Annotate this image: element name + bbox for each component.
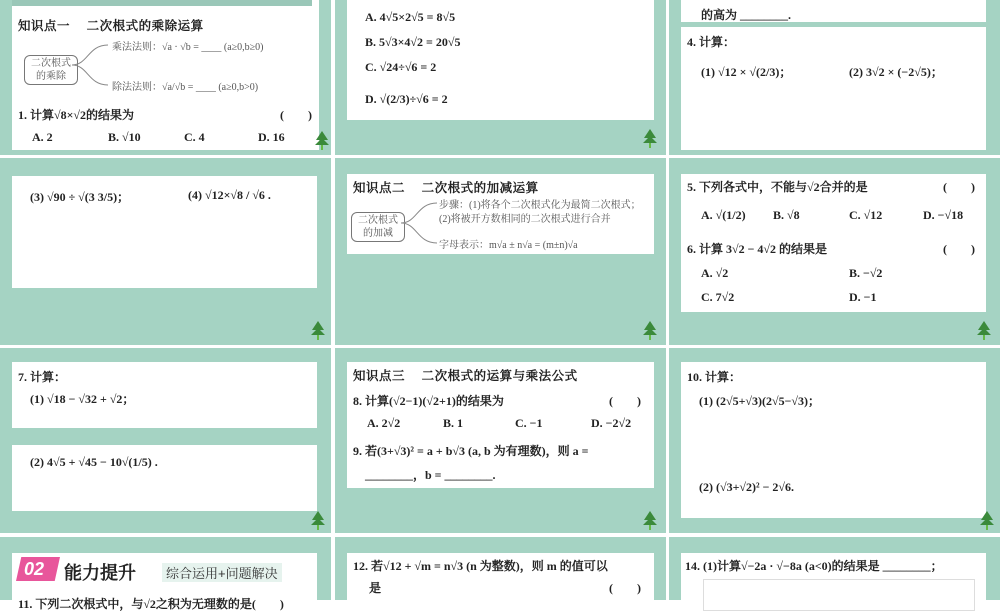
- question-3: (3) √90 ÷ √(3 3/5)；: [30, 190, 130, 204]
- option-b: B. −√2: [849, 266, 883, 280]
- option-a: A. √2: [701, 266, 729, 280]
- question-11: 11. 下列二次根式中，与√2之积为无理数的是( ): [18, 597, 284, 611]
- thumbnail-12[interactable]: [669, 537, 1000, 600]
- option-b: B. 5√3×4√2 = 20√5: [365, 35, 461, 49]
- question-4: (4) √12×√8 / √6 .: [188, 188, 271, 202]
- question-10: 10. 计算：: [687, 370, 742, 384]
- step-2: (2)将被开方数相同的二次根式进行合并: [439, 214, 611, 225]
- knowledge-point-title: 知识点二 二次根式的加减运算: [353, 181, 539, 195]
- question-9-blanks: ________，b = ________.: [365, 468, 496, 482]
- card: [347, 362, 654, 488]
- option-c: C. −1: [515, 416, 543, 430]
- card: [347, 0, 654, 120]
- tree-icon: [310, 510, 326, 530]
- card: [681, 553, 986, 613]
- question-10-part-2: (2) (√3+√2)² − 2√6.: [699, 480, 795, 494]
- question-14: 14. (1)计算√−2a · √−8a (a<0)的结果是 ________；: [685, 559, 943, 573]
- thumbnail-1[interactable]: [0, 0, 331, 155]
- card: [681, 174, 986, 312]
- answer-paren: ( ): [943, 180, 975, 194]
- ability-subtitle: 综合运用+问题解决: [162, 563, 282, 582]
- ability-title: 能力提升: [64, 563, 136, 583]
- card: [347, 553, 654, 613]
- option-d: D. 16: [258, 130, 285, 144]
- thumbnail-11[interactable]: [335, 537, 666, 600]
- option-b: B. √8: [773, 208, 800, 222]
- thumbnail-9[interactable]: [669, 348, 1000, 533]
- answer-area: [703, 579, 975, 611]
- card: [12, 445, 317, 511]
- division-rule: 除法法则：√a/√b = ____ (a≥0,b>0): [112, 82, 259, 93]
- card: [12, 553, 317, 613]
- thumbnail-7[interactable]: [0, 348, 331, 533]
- option-a: A. 2√2: [367, 416, 401, 430]
- tree-icon: [979, 510, 995, 530]
- tree-icon: [642, 510, 658, 530]
- tree-icon: [976, 320, 992, 340]
- question-8: 8. 计算(√2−1)(√2+1)的结果为: [353, 394, 504, 408]
- option-a: A. 4√5×2√5 = 8√5: [365, 10, 456, 24]
- thumbnail-2[interactable]: [335, 0, 666, 155]
- thumbnail-3[interactable]: [669, 0, 1000, 155]
- question-4-part-1: (1) √12 × √(2/3)；: [701, 65, 792, 79]
- knowledge-point-title: 知识点一 二次根式的乘除运算: [18, 19, 204, 33]
- tree-icon: [310, 320, 326, 340]
- diagram-brace: [399, 198, 439, 248]
- question-12: 12. 若√12 + √m = n√3 (n 为整数)，则 m 的值可以: [353, 559, 608, 573]
- question-1: 1. 计算√8×√2的结果为: [18, 108, 135, 122]
- option-c: C. √12: [849, 208, 883, 222]
- question-6: 6. 计算 3√2 − 4√2 的结果是: [687, 242, 828, 256]
- question-7-part-2: (2) 4√5 + √45 − 10√(1/5) .: [30, 455, 158, 469]
- thumbnail-5[interactable]: [335, 158, 666, 345]
- question-9: 9. 若(3+√3)² = a + b√3 (a, b 为有理数)，则 a =: [353, 444, 589, 458]
- tree-icon: [642, 128, 658, 148]
- card: [12, 176, 317, 288]
- option-c: C. 7√2: [701, 290, 735, 304]
- option-b: B. 1: [443, 416, 464, 430]
- card: [12, 362, 317, 428]
- thumbnail-6[interactable]: [669, 158, 1000, 345]
- step-1: 步骤：(1)将各个二次根式化为最简二次根式；: [439, 200, 641, 211]
- question-5: 5. 下列各式中，不能与√2合并的是: [687, 180, 868, 194]
- diagram-label: 二次根式的乘除: [24, 55, 78, 85]
- option-d: D. −1: [849, 290, 877, 304]
- ability-number: 02: [24, 559, 45, 579]
- question-10-part-1: (1) (2√5+√3)(2√5−√3)；: [699, 394, 820, 408]
- option-d: D. √(2/3)÷√6 = 2: [365, 92, 448, 106]
- answer-paren: ( ): [609, 394, 641, 408]
- thumbnail-10[interactable]: [0, 537, 331, 611]
- diagram-label: 二次根式的加减: [351, 212, 405, 242]
- answer-paren: ( ): [943, 242, 975, 256]
- option-a: A. 2: [32, 130, 53, 144]
- section-banner: [12, 0, 312, 6]
- multiplication-rule: 乘法法则：√a · √b = ____ (a≥0,b≥0): [112, 42, 264, 53]
- answer-paren: ( ): [280, 108, 312, 122]
- option-c: C. √24÷√6 = 2: [365, 60, 437, 74]
- top-line: 的高为 ________.: [701, 8, 792, 22]
- card: [681, 27, 986, 150]
- card: [12, 0, 319, 150]
- option-c: C. 4: [184, 130, 205, 144]
- question-7: 7. 计算：: [18, 370, 67, 384]
- answer-paren: ( ): [609, 581, 641, 595]
- option-a: A. √(1/2): [701, 208, 746, 222]
- question-12-cont: 是: [369, 581, 382, 595]
- letter-form: 字母表示：m√a ± n√a = (m±n)√a: [439, 240, 578, 251]
- question-7-part-1: (1) √18 − √32 + √2；: [30, 392, 135, 406]
- thumbnail-4[interactable]: [0, 158, 331, 345]
- knowledge-point-title: 知识点三 二次根式的运算与乘法公式: [353, 369, 578, 383]
- diagram-brace: [70, 40, 110, 90]
- card: [681, 362, 986, 518]
- tree-icon: [314, 130, 330, 150]
- option-d: D. −√18: [923, 208, 964, 222]
- question-4-part-2: (2) 3√2 × (−2√5)；: [849, 65, 943, 79]
- option-d: D. −2√2: [591, 416, 632, 430]
- thumbnail-8[interactable]: [335, 348, 666, 533]
- tree-icon: [642, 320, 658, 340]
- question-4: 4. 计算：: [687, 35, 736, 49]
- card: [681, 0, 986, 22]
- card: [347, 174, 654, 254]
- option-b: B. √10: [108, 130, 141, 144]
